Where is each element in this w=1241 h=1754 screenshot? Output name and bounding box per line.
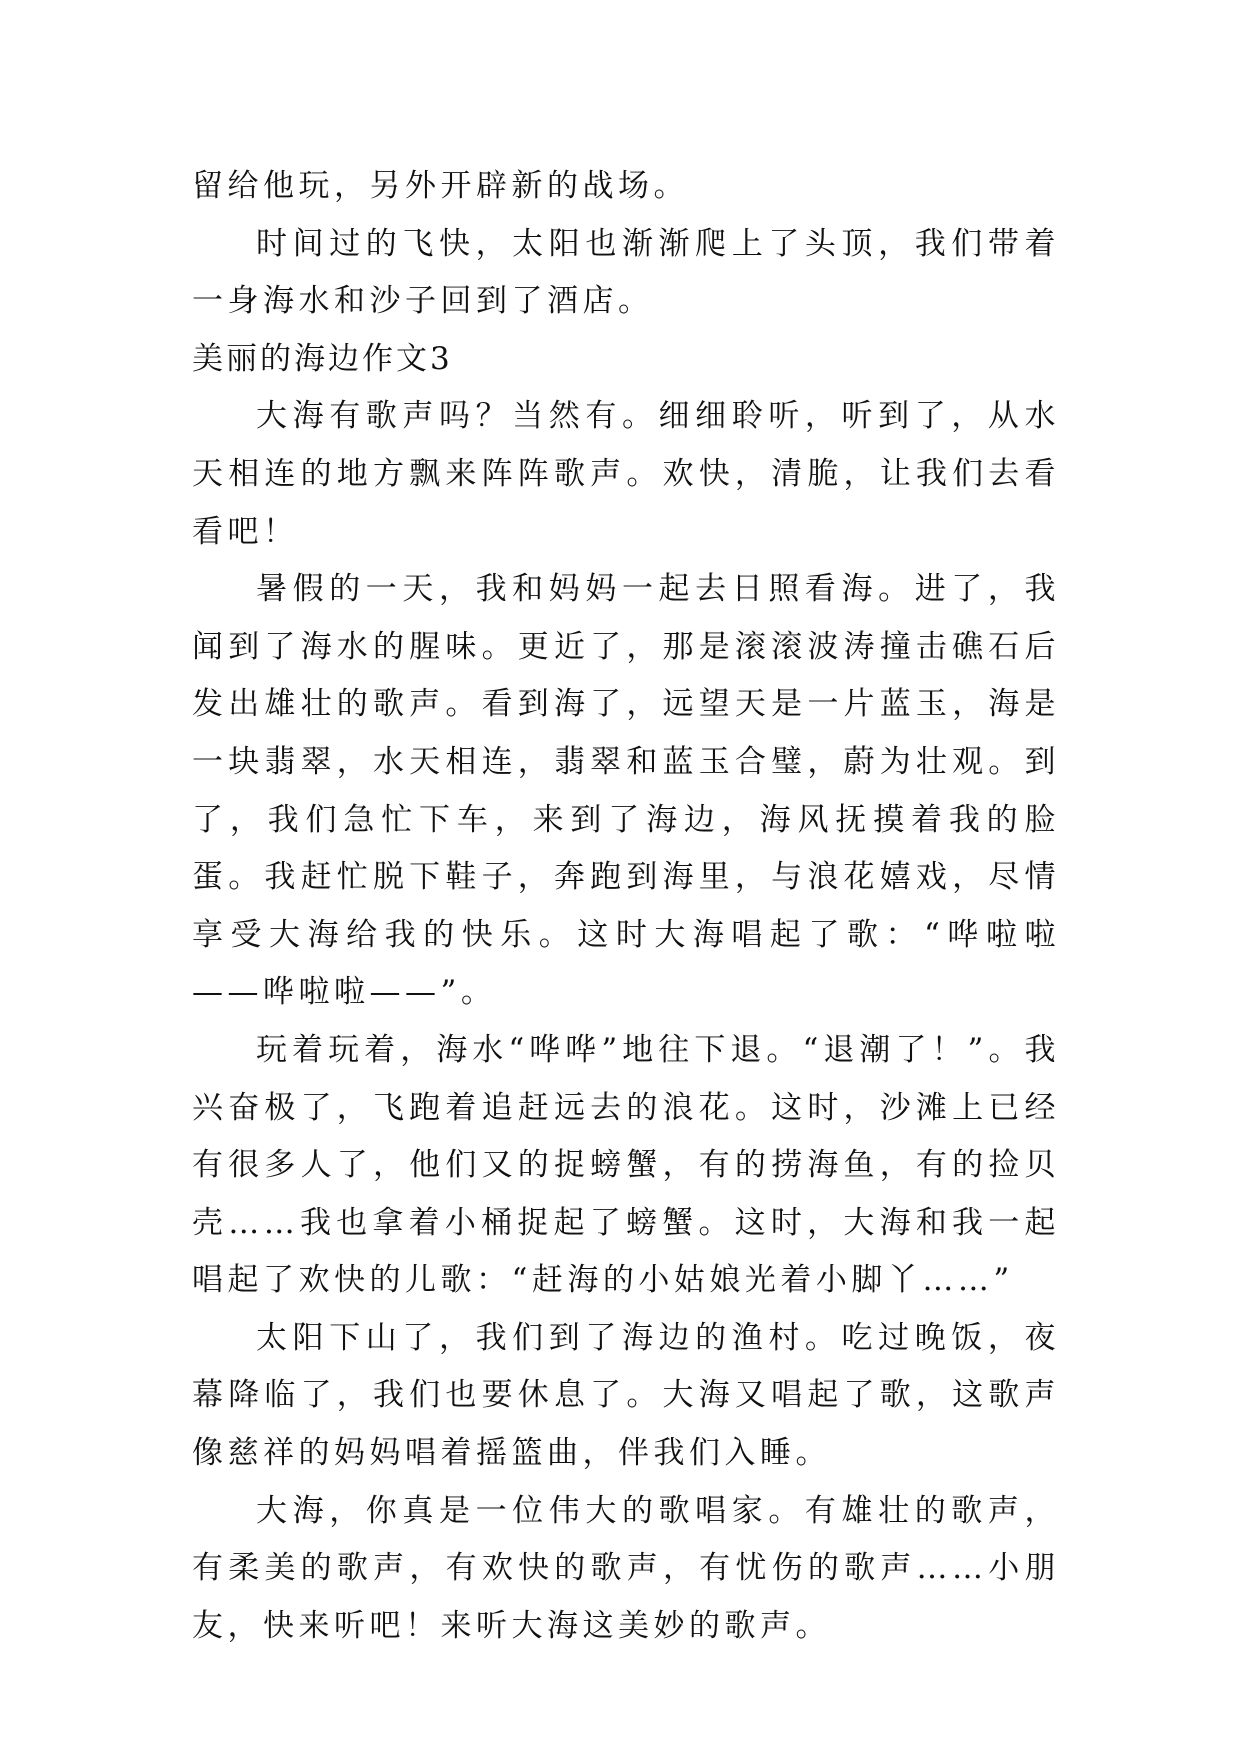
paragraph: 大海，你真是一位伟大的歌唱家。有雄壮的歌声，有柔美的歌声，有欢快的歌声，有忧伤的歌声……小朋友，快来听吧！来听大海这美妙的歌声。 bbox=[192, 1492, 1060, 1644]
paragraph: 暑假的一天，我和妈妈一起去日照看海。进了，我闻到了海水的腥味。更近了，那是滚滚波涛撞击礁石后发出雄壮的歌声。看到海了，远望天是一片蓝玉，海是一块翡翠，水天相连，翡翠和蓝玉合璧，蔚为壮观。到了，我们急忙下车，来到了海边，海风抚摸着我的脸蛋。我赶忙脱下鞋子，奔跑到海里，与浪花嬉戏，尽情享受大海给我的快乐。这时大海唱起了歌：“哗啦啦——哗啦啦——”。 bbox=[192, 571, 1060, 1011]
paragraph: 时间过的飞快，太阳也渐渐爬上了头顶，我们带着一身海水和沙子回到了酒店。 bbox=[192, 225, 1060, 320]
paragraph: 留给他玩，另外开辟新的战场。 bbox=[192, 168, 689, 204]
paragraph: 玩着玩着，海水“哗哗”地往下退。“退潮了！”。我兴奋极了，飞跑着追赶远去的浪花。这时，沙滩上已经有很多人了，他们又的捉螃蟹，有的捞海鱼，有的捡贝壳……我也拿着小桶捉起了螃蟹。这时，大海和我一起唱起了欢快的儿歌：“赶海的小姑娘光着小脚丫……” bbox=[192, 1031, 1060, 1299]
section-title: 美丽的海边作文3 bbox=[192, 340, 453, 377]
paragraph: 太阳下山了，我们到了海边的渔村。吃过晚饭，夜幕降临了，我们也要休息了。大海又唱起了歌，这歌声像慈祥的妈妈唱着摇篮曲，伴我们入睡。 bbox=[192, 1319, 1060, 1472]
document-body bbox=[192, 158, 1060, 1655]
paragraph: 大海有歌声吗？当然有。细细聆听，听到了，从水天相连的地方飘来阵阵歌声。欢快，清脆，让我们去看看吧！ bbox=[192, 398, 1060, 550]
